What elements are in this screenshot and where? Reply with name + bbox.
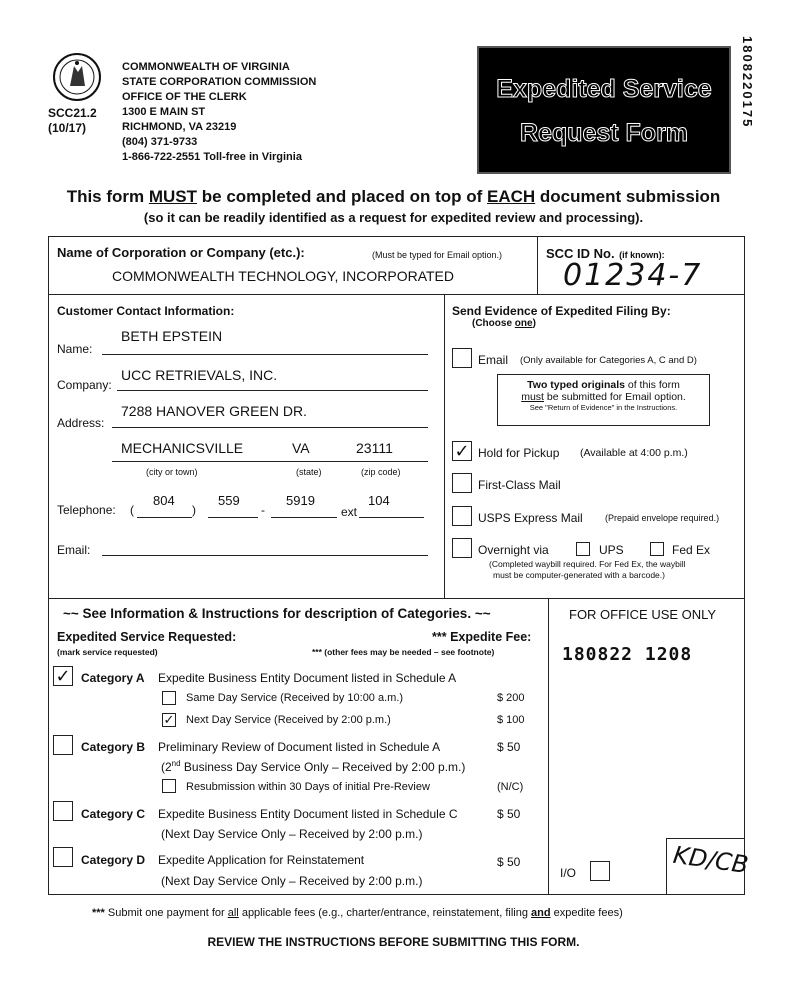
org-line: (804) 371-9733 [122, 136, 198, 148]
contact-heading: Customer Contact Information: [57, 304, 235, 318]
email-notice-box [497, 374, 710, 426]
phone-prefix-field[interactable]: 559 [218, 493, 240, 508]
banner-line-1: Expedited Service [496, 75, 712, 103]
pickup-label: Hold for Pickup [478, 446, 560, 460]
page-subtitle: (so it can be readily identified as a request for expedited review and processing). [143, 210, 644, 225]
divider [48, 598, 745, 599]
phone-area-underline [137, 517, 192, 518]
state-field[interactable]: VA [292, 440, 310, 456]
email-option-note: (Only available for Categories A, C and D) [520, 355, 697, 366]
usps-express-note: (Prepaid envelope required.) [605, 513, 720, 523]
evidence-heading: Send Evidence of Expedited Filing By: [452, 304, 671, 318]
name-underline [102, 354, 428, 355]
category-b-desc: Preliminary Review of Document listed in Schedule A [158, 740, 441, 754]
phone-line-underline [271, 517, 337, 518]
category-a-desc: Expedite Business Entity Document listed in Schedule A [158, 671, 457, 685]
category-d-fee: $ 50 [497, 855, 521, 869]
scc-id-label: SCC ID No. [546, 246, 615, 261]
fedex-checkbox[interactable] [650, 542, 664, 556]
overnight-note-2: must be computer-generated with a barcode.) [493, 570, 665, 580]
ups-label: UPS [599, 543, 624, 557]
category-a-checkbox[interactable]: ✓ [53, 666, 73, 686]
first-class-label: First-Class Mail [478, 478, 561, 492]
banner-line-2: Request Form [519, 119, 689, 147]
category-b-sub [161, 759, 465, 774]
category-d-checkbox[interactable] [53, 847, 73, 867]
resubmission-fee: (N/C) [497, 781, 524, 793]
category-c-label: Category C [81, 807, 146, 821]
ups-checkbox[interactable] [576, 542, 590, 556]
email-option-label: Email [478, 353, 509, 367]
form-id [48, 106, 97, 136]
payment-footnote [92, 907, 623, 919]
divider [444, 294, 445, 598]
zip-field[interactable]: 23111 [356, 440, 393, 456]
category-b-label: Category B [81, 740, 146, 754]
company-field[interactable]: UCC RETRIEVALS, INC. [121, 367, 278, 383]
org-line: OFFICE OF THE CLERK [122, 91, 247, 103]
sub-text: Business Day Service Only – Received by 2:00 p.m.) [180, 760, 466, 774]
zip-caption: (zip code) [361, 467, 401, 477]
footnote-text: Submit one payment for [104, 907, 228, 919]
category-c-checkbox[interactable] [53, 801, 73, 821]
fee-label: *** Expedite Fee: [432, 630, 532, 644]
first-class-checkbox[interactable] [452, 473, 472, 493]
choose-text: ) [532, 318, 536, 329]
title-each: EACH [487, 187, 536, 206]
resubmission-label: Resubmission within 30 Days of initial Pre-Review [186, 781, 430, 793]
footnote-text: expedite fees) [550, 907, 623, 919]
form-date: (10/17) [48, 121, 87, 135]
agency-address-block [122, 60, 316, 165]
name-label: Name: [57, 342, 93, 356]
divider [537, 236, 538, 294]
category-c-sub: (Next Day Service Only – Received by 2:00 p.m.) [161, 827, 423, 841]
category-d-label: Category D [81, 853, 146, 867]
footnote-stars: *** [92, 907, 105, 919]
title-text: This form [66, 187, 149, 206]
overnight-checkbox[interactable] [452, 538, 472, 558]
divider [48, 294, 745, 295]
category-b-fee: $ 50 [497, 740, 521, 754]
next-day-label: Next Day Service (Received by 2:00 p.m.) [186, 714, 391, 726]
notice-line-1 [498, 379, 709, 391]
next-day-checkbox[interactable]: ✓ [163, 712, 175, 727]
company-underline [117, 390, 428, 391]
usps-express-checkbox[interactable] [452, 506, 472, 526]
notice-must: must [521, 391, 544, 403]
same-day-checkbox[interactable] [162, 691, 176, 705]
category-d-sub: (Next Day Service Only – Received by 2:00 p.m.) [161, 874, 423, 888]
footnote-and: and [531, 907, 551, 919]
form-banner [477, 46, 731, 174]
overnight-label: Overnight via [478, 543, 549, 557]
received-stamp: 180822 1208 [562, 644, 693, 665]
org-line: COMMONWEALTH OF VIRGINIA [122, 61, 290, 73]
address-underline [112, 427, 428, 428]
choose-text: (Choose [472, 318, 515, 329]
sub-text: (2 [161, 760, 172, 774]
title-text: be completed and placed on top of [197, 187, 487, 206]
name-field[interactable]: BETH EPSTEIN [121, 328, 223, 344]
choose-one: one [514, 318, 533, 329]
category-c-fee: $ 50 [497, 807, 521, 821]
address-label: Address: [57, 416, 105, 430]
email-label: Email: [57, 543, 91, 557]
io-label: I/O [560, 866, 577, 880]
ext-label: ext [341, 505, 358, 519]
instructions-heading: ~~ See Information & Instructions for description of Categories. ~~ [63, 606, 491, 621]
notice-text: of this form [624, 379, 680, 391]
company-label: Company: [57, 378, 112, 392]
org-line: 1-866-722-2551 Toll-free in Virginia [122, 151, 302, 163]
notice-text: be submitted for Email option. [543, 391, 686, 403]
choose-one-note [472, 318, 536, 329]
category-a-label: Category A [81, 671, 145, 685]
category-b-checkbox[interactable] [53, 735, 73, 755]
review-instructions-note: REVIEW THE INSTRUCTIONS BEFORE SUBMITTING THIS FORM. [207, 935, 580, 949]
ext-field[interactable]: 104 [368, 493, 390, 508]
phone-prefix-underline [208, 517, 258, 518]
city-field[interactable]: MECHANICSVILLE [121, 440, 244, 456]
page-title [0, 187, 787, 207]
service-requested-label: Expedited Service Requested: [57, 630, 237, 644]
pickup-note: (Available at 4:00 p.m.) [580, 447, 688, 459]
category-d-desc: Expedite Application for Reinstatement [158, 853, 365, 867]
divider [548, 598, 549, 895]
address-field[interactable]: 7288 HANOVER GREEN DR. [121, 403, 307, 419]
org-line: STATE CORPORATION COMMISSION [122, 76, 317, 88]
category-c-desc: Expedite Business Entity Document listed in Schedule C [158, 807, 458, 821]
fedex-label: Fed Ex [672, 543, 711, 557]
telephone-label: Telephone: [57, 503, 116, 517]
email-checkbox[interactable] [452, 348, 472, 368]
phone-area-field[interactable]: 804 [153, 493, 175, 508]
phone-paren-open: ( [130, 503, 134, 517]
io-checkbox[interactable] [590, 861, 610, 881]
org-line: RICHMOND, VA 23219 [122, 121, 237, 133]
filing-number-vertical: 1808220175 [740, 36, 755, 129]
corp-name-label: Name of Corporation or Company (etc.): [57, 245, 305, 260]
footnote-text: applicable fees (e.g., charter/entrance, reinstatement, filing [238, 907, 532, 919]
service-requested-note: (mark service requested) [57, 647, 158, 657]
same-day-fee: $ 200 [497, 692, 525, 704]
virginia-seal-icon [52, 52, 102, 102]
scc-id-note: (if known): [619, 250, 665, 260]
clerk-initials: KD/CB [671, 840, 751, 880]
same-day-label: Same Day Service (Received by 10:00 a.m.) [186, 692, 404, 704]
phone-paren-close: ) [192, 503, 196, 517]
sub-sup: nd [171, 759, 181, 768]
title-must: MUST [148, 187, 198, 206]
footnote-all: all [227, 907, 239, 919]
corp-name-field[interactable]: COMMONWEALTH TECHNOLOGY, INCORPORATED [112, 268, 454, 284]
phone-line-field[interactable]: 5919 [286, 493, 315, 508]
usps-express-label: USPS Express Mail [478, 511, 583, 525]
corp-name-note: (Must be typed for Email option.) [372, 250, 503, 260]
form-number: SCC21.2 [48, 106, 97, 120]
org-line: 1300 E MAIN ST [122, 106, 206, 118]
email-field[interactable] [102, 555, 428, 556]
resubmission-checkbox[interactable] [162, 779, 176, 793]
title-text: document submission [535, 187, 721, 206]
fee-note: *** (other fees may be needed – see footnote) [312, 647, 495, 657]
overnight-note-1: (Completed waybill required. For Fed Ex, the waybill [489, 559, 686, 569]
office-use-heading: FOR OFFICE USE ONLY [569, 607, 717, 622]
state-caption: (state) [296, 467, 322, 477]
phone-dash: - [261, 503, 265, 517]
ext-underline [359, 517, 424, 518]
city-caption: (city or town) [146, 467, 198, 477]
pickup-checkbox[interactable]: ✓ [452, 441, 472, 461]
next-day-fee: $ 100 [497, 714, 525, 726]
notice-line-3: See "Return of Evidence" in the Instructions. [529, 403, 678, 412]
scc-id-field[interactable]: 01234-7 [563, 258, 703, 293]
notice-bold: Two typed originals [527, 379, 625, 391]
notice-line-2 [498, 391, 709, 403]
city-underline [112, 461, 428, 462]
